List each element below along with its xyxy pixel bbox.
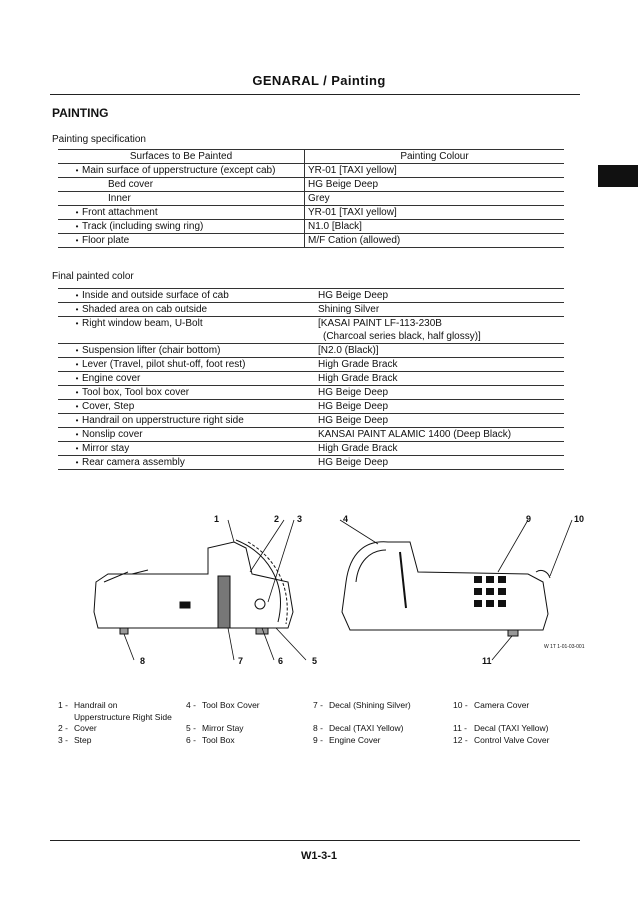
colour-cell: YR-01 [TAXI yellow]: [305, 164, 565, 178]
final-color-table: [58, 288, 564, 470]
surface-cell: [58, 330, 315, 344]
legend-col-4: [453, 700, 549, 746]
legend-col-2: [186, 700, 260, 746]
bullet-icon: •: [75, 318, 79, 328]
colour-cell: HG Beige Deep: [315, 289, 564, 303]
spec-caption: Painting specification: [52, 134, 146, 145]
painting-spec-table: [58, 149, 564, 248]
table-row: [58, 192, 564, 206]
callout-4: 4: [343, 514, 349, 524]
toolbox-hatch: [218, 576, 230, 628]
surface-cell: • Shaded area on cab outside: [58, 303, 315, 317]
decal-mark: [180, 602, 190, 608]
table-row: [58, 344, 564, 358]
colour-cell: [KASAI PAINT LF-113-230B: [318, 317, 442, 329]
colour-cell: High Grade Brack: [315, 358, 564, 372]
surface-cell: • Front attachment: [58, 206, 305, 220]
callout-8: 8: [140, 656, 146, 666]
left-roof-lines: [104, 570, 148, 582]
colour-cell: M/F Cation (allowed): [305, 234, 565, 248]
colour-cell: High Grade Brack: [315, 442, 564, 456]
table-row: [58, 400, 564, 414]
surface-cell: • Track (including swing ring): [58, 220, 305, 234]
table-row: [58, 206, 564, 220]
table-row: [58, 234, 564, 248]
callout-5: 5: [312, 656, 318, 666]
bullet-icon: •: [75, 165, 79, 175]
table-row: [58, 317, 564, 331]
bullet-icon: •: [75, 429, 79, 439]
legend-item: 8 - Decal (TAXI Yellow): [313, 723, 404, 733]
surface-cell: • Handrail on upperstructure right side: [58, 414, 315, 428]
legend-item: 2 - Cover: [58, 723, 97, 733]
table-row: [58, 428, 564, 442]
surface-cell: • Rear camera assembly: [58, 456, 315, 470]
table-row: [58, 289, 564, 303]
engine-cover-grid: [474, 576, 506, 607]
bullet-icon: •: [75, 345, 79, 355]
legend-item: 11 - Decal (TAXI Yellow): [453, 723, 549, 733]
table-row: [58, 330, 564, 344]
table-row: [58, 386, 564, 400]
legend-item: 1 - Handrail on: [58, 700, 118, 710]
section-tab-marker: [598, 165, 638, 187]
surface-cell: • Cover, Step: [58, 400, 315, 414]
table-row: [58, 372, 564, 386]
legend-item: Upperstructure Right Side: [74, 711, 172, 722]
surface-cell: • Inside and outside surface of cab: [58, 289, 315, 303]
colour-cell: HG Beige Deep: [305, 178, 565, 192]
bullet-icon: •: [75, 359, 79, 369]
bullet-icon: •: [75, 373, 79, 383]
surface-cell: Inner: [58, 192, 305, 206]
surface-cell: • Mirror stay: [58, 442, 315, 456]
colour-cell: HG Beige Deep: [315, 456, 564, 470]
callout-1: 1: [214, 514, 220, 524]
table-row: [58, 442, 564, 456]
table-row: [58, 414, 564, 428]
legend-item: 5 - Mirror Stay: [186, 723, 244, 733]
surface-cell: • Right window beam, U-Bolt: [58, 317, 315, 331]
colour-cell: HG Beige Deep: [315, 386, 564, 400]
colour-cell: High Grade Brack: [315, 372, 564, 386]
final-caption: Final painted color: [52, 271, 134, 282]
page-title: GENARAL / Painting: [252, 73, 386, 88]
bullet-icon: •: [75, 235, 79, 245]
col-colour-header: Painting Colour: [305, 150, 565, 164]
colour-cell: Grey: [305, 192, 565, 206]
callout-2: 2: [274, 514, 280, 524]
table-row: [58, 220, 564, 234]
table-header-row: [58, 150, 564, 164]
bullet-icon: •: [75, 304, 79, 314]
bullet-icon: •: [75, 457, 79, 467]
legend-item: 10 - Camera Cover: [453, 700, 530, 710]
colour-cell: HG Beige Deep: [315, 400, 564, 414]
table-row: [58, 456, 564, 470]
surface-cell: Bed cover: [58, 178, 305, 192]
legend-col-1: [58, 700, 172, 746]
left-boom-outline: [236, 540, 280, 622]
surface-cell: • Suspension lifter (chair bottom): [58, 344, 315, 358]
colour-cell: Shining Silver: [315, 303, 564, 317]
surface-cell: • Tool box, Tool box cover: [58, 386, 315, 400]
callout-11: 11: [482, 656, 492, 666]
callout-7: 7: [238, 656, 244, 666]
bullet-icon: •: [75, 290, 79, 300]
colour-cell: N1.0 [Black]: [305, 220, 565, 234]
bullet-icon: •: [75, 443, 79, 453]
surface-cell: • Lever (Travel, pilot shut-off, foot rest): [58, 358, 315, 372]
page-number: W1-3-1: [300, 850, 338, 862]
legend-item: 4 - Tool Box Cover: [186, 700, 260, 710]
table-row: [58, 303, 564, 317]
left-boom-hidden: [248, 542, 287, 624]
bullet-icon: •: [75, 415, 79, 425]
legend-item: 7 - Decal (Shining Silver): [313, 700, 411, 710]
legend-item: 12 - Control Valve Cover: [453, 734, 550, 745]
colour-cell: (Charcoal series black, half glossy)]: [315, 330, 564, 344]
surface-cell: • Floor plate: [58, 234, 305, 248]
left-body-outline: [94, 542, 293, 628]
callout-3: 3: [297, 514, 303, 524]
right-body-outline: [342, 542, 548, 630]
table-row: [58, 178, 564, 192]
legend-item: 3 - Step: [58, 734, 92, 745]
table-row: [58, 164, 564, 178]
bullet-icon: •: [75, 387, 79, 397]
figure-code: W 1T 1-01-03-001: [544, 644, 585, 650]
callout-10: 10: [574, 514, 585, 524]
decal-yellow-left: [120, 628, 128, 634]
bullet-icon: •: [75, 401, 79, 411]
surface-cell: • Engine cover: [58, 372, 315, 386]
legend-item: 6 - Tool Box: [186, 734, 235, 745]
right-window-beam: [400, 552, 406, 608]
legend-item: 9 - Engine Cover: [313, 734, 381, 745]
callout-9: 9: [526, 514, 532, 524]
surface-cell: • Nonslip cover: [58, 428, 315, 442]
surface-cell: • Main surface of upperstructure (except cab): [58, 164, 305, 178]
excavator-diagram: [88, 512, 593, 672]
colour-cell: [N2.0 (Black)]: [315, 344, 564, 358]
legend-col-3: [313, 700, 411, 746]
colour-cell: HG Beige Deep: [315, 414, 564, 428]
section-title: PAINTING: [52, 106, 109, 120]
right-side-view: [342, 542, 550, 636]
col-surfaces-header: Surfaces to Be Painted: [58, 150, 305, 164]
table-row: [58, 358, 564, 372]
bullet-icon: •: [75, 207, 79, 217]
colour-cell: YR-01 [TAXI yellow]: [305, 206, 565, 220]
footer-rule: [50, 840, 580, 841]
callout-6: 6: [278, 656, 284, 666]
decal-yellow-right: [508, 630, 518, 636]
right-cab-window: [356, 550, 386, 582]
step-circle: [255, 599, 265, 609]
camera-cover: [536, 570, 550, 578]
left-side-view: [94, 540, 293, 634]
header-rule: [50, 94, 580, 95]
bullet-icon: •: [75, 221, 79, 231]
colour-cell: KANSAI PAINT ALAMIC 1400 (Deep Black): [315, 428, 564, 442]
